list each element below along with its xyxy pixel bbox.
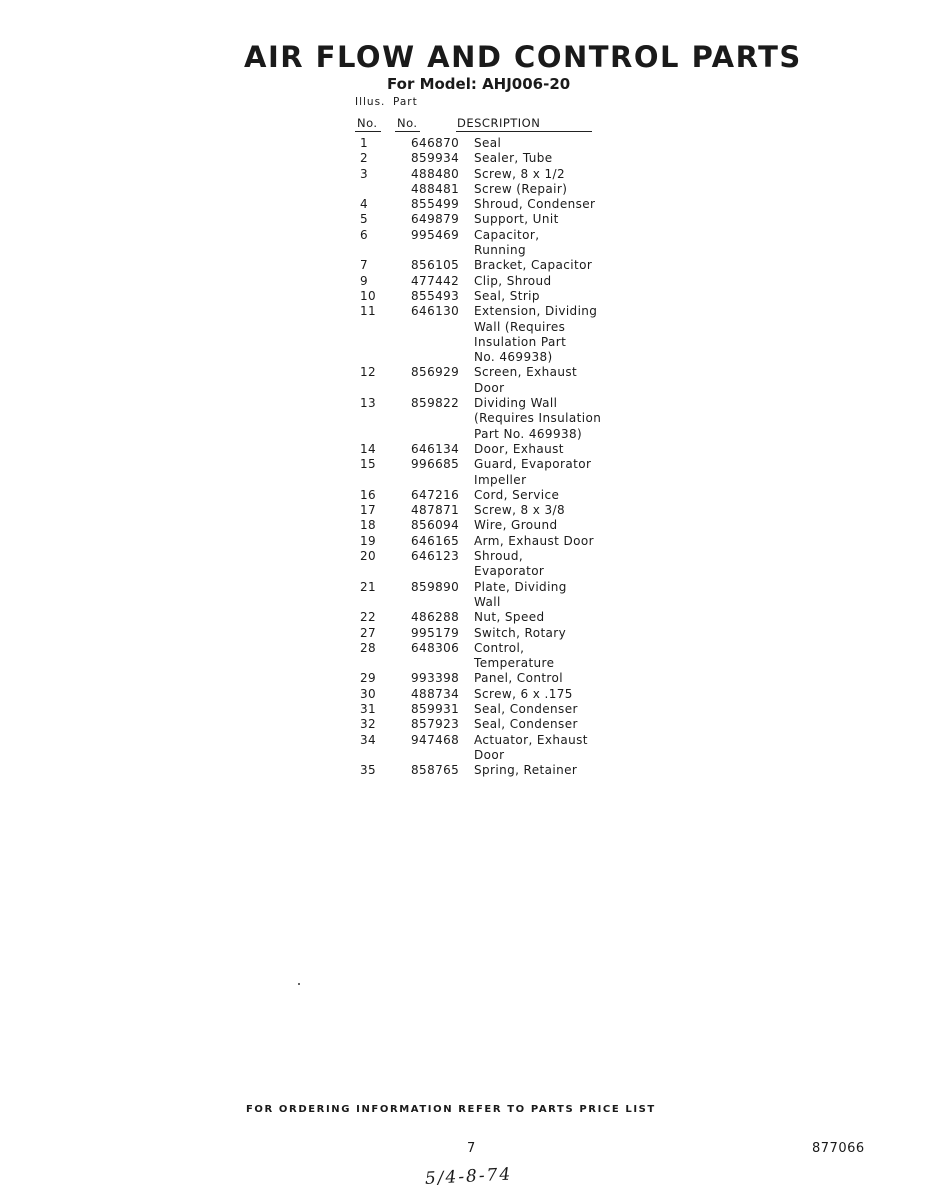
part-description: Dividing Wall (Requires Insulation Part No. 469938) xyxy=(474,396,602,441)
handwritten-date-note: 5/4-8-74 xyxy=(424,1164,513,1189)
part-number: 859822 xyxy=(411,396,460,411)
parts-row xyxy=(0,396,943,442)
part-description: Panel, Control xyxy=(474,671,563,686)
part-description: Screw, 8 x 3/8 xyxy=(474,503,565,518)
part-description: Capacitor, Running xyxy=(474,227,540,258)
part-number: 859890 xyxy=(411,579,460,594)
parts-row xyxy=(0,503,943,518)
part-number: 488734 xyxy=(411,686,460,701)
illus-number: 32 xyxy=(360,717,377,732)
part-number: 646870 xyxy=(411,136,460,150)
illus-number: 12 xyxy=(360,365,377,380)
illus-number: 1 xyxy=(360,136,369,150)
part-description: Seal, Condenser xyxy=(474,717,578,732)
parts-row xyxy=(0,763,943,778)
ordering-info-note: FOR ORDERING INFORMATION REFER TO PARTS PRICE LIST xyxy=(246,1104,656,1115)
part-description: Sealer, Tube xyxy=(474,151,553,166)
illus-header-rule xyxy=(355,131,381,132)
part-number: 857923 xyxy=(411,717,460,732)
illus-number: 31 xyxy=(360,701,377,716)
part-header-rule xyxy=(395,131,420,132)
part-number: 477442 xyxy=(411,273,460,288)
part-number: 648306 xyxy=(411,640,460,655)
part-number: 856929 xyxy=(411,365,460,380)
part-description: Cord, Service xyxy=(474,487,560,502)
illus-column-top-label: Illus. xyxy=(355,96,386,108)
illus-no-header: No. xyxy=(357,116,378,130)
part-description: Plate, Dividing Wall xyxy=(474,579,567,609)
part-number: 646165 xyxy=(411,533,460,548)
parts-row xyxy=(0,549,943,580)
parts-row xyxy=(0,365,943,396)
part-description: Spring, Retainer xyxy=(474,763,578,778)
parts-row xyxy=(0,702,943,717)
parts-row xyxy=(0,167,943,182)
parts-row xyxy=(0,228,943,259)
part-column-top-label: Part xyxy=(393,96,418,108)
illus-number: 13 xyxy=(360,396,377,411)
part-number: 996685 xyxy=(411,457,460,472)
part-number: 995469 xyxy=(411,227,460,242)
part-description: Clip, Shroud xyxy=(474,273,552,288)
illus-number: 7 xyxy=(360,258,369,273)
illus-number: 34 xyxy=(360,732,377,747)
part-description: Shroud, Condenser xyxy=(474,197,596,212)
parts-row xyxy=(0,289,943,304)
part-description: Shroud, Evaporator xyxy=(474,549,545,579)
model-subtitle: For Model: AHJ006-20 xyxy=(387,75,571,93)
part-description: Screen, Exhaust Door xyxy=(474,365,578,395)
parts-row xyxy=(0,717,943,732)
illus-number: 28 xyxy=(360,640,377,655)
parts-row xyxy=(0,671,943,686)
parts-row xyxy=(0,610,943,625)
part-number: 646123 xyxy=(411,549,460,564)
part-number: 855493 xyxy=(411,288,460,303)
part-number: 487871 xyxy=(411,503,460,518)
part-description: Control, Temperature xyxy=(474,640,555,671)
illus-number: 27 xyxy=(360,625,377,640)
illus-number: 15 xyxy=(360,457,377,472)
part-description: Screw, 8 x 1/2 xyxy=(474,166,565,181)
illus-number: 17 xyxy=(360,503,377,518)
parts-row xyxy=(0,274,943,289)
part-description: Seal xyxy=(474,136,502,150)
part-description: Bracket, Capacitor xyxy=(474,258,593,273)
part-description: Guard, Evaporator Impeller xyxy=(474,457,592,487)
part-number: 649879 xyxy=(411,212,460,227)
part-number: 859934 xyxy=(411,151,460,166)
illus-number: 29 xyxy=(360,671,377,686)
illus-number: 35 xyxy=(360,763,377,778)
part-number: 856105 xyxy=(411,258,460,273)
illus-number: 30 xyxy=(360,686,377,701)
part-description: Extension, Dividing Wall (Requires Insulation Part No. 469938) xyxy=(474,304,598,365)
parts-row xyxy=(0,442,943,457)
part-description: Screw (Repair) xyxy=(474,181,568,196)
illus-number: 3 xyxy=(360,166,369,181)
illus-number: 9 xyxy=(360,273,369,288)
page-title: AIR FLOW AND CONTROL PARTS xyxy=(244,40,802,74)
parts-row xyxy=(0,182,943,197)
part-description: Door, Exhaust xyxy=(474,441,564,456)
illus-number: 20 xyxy=(360,549,377,564)
part-number: 646130 xyxy=(411,304,460,319)
part-number: 488481 xyxy=(411,181,460,196)
part-number: 993398 xyxy=(411,671,460,686)
part-description: Actuator, Exhaust Door xyxy=(474,732,588,762)
scan-speck xyxy=(298,983,300,985)
parts-list xyxy=(0,136,943,778)
illus-number: 4 xyxy=(360,197,369,212)
illus-number: 19 xyxy=(360,533,377,548)
illus-number: 5 xyxy=(360,212,369,227)
parts-row xyxy=(0,197,943,212)
part-description: Arm, Exhaust Door xyxy=(474,533,594,548)
part-number: 856094 xyxy=(411,518,460,533)
part-number: 488480 xyxy=(411,166,460,181)
description-header-rule xyxy=(456,131,592,132)
part-number: 647216 xyxy=(411,487,460,502)
illus-number: 21 xyxy=(360,579,377,594)
document-number: 877066 xyxy=(812,1141,865,1156)
parts-row xyxy=(0,518,943,533)
parts-row xyxy=(0,304,943,365)
part-no-header: No. xyxy=(397,116,418,130)
part-description: Screw, 6 x .175 xyxy=(474,686,573,701)
parts-row xyxy=(0,534,943,549)
illus-number: 18 xyxy=(360,518,377,533)
part-description: Nut, Speed xyxy=(474,610,545,625)
description-header: DESCRIPTION xyxy=(457,116,541,130)
illus-number: 6 xyxy=(360,227,369,242)
illus-number: 10 xyxy=(360,288,377,303)
parts-row xyxy=(0,136,943,151)
part-number: 947468 xyxy=(411,732,460,747)
part-number: 855499 xyxy=(411,197,460,212)
page-number: 7 xyxy=(467,1141,476,1156)
part-description: Switch, Rotary xyxy=(474,625,567,640)
illus-number: 14 xyxy=(360,441,377,456)
part-number: 646134 xyxy=(411,441,460,456)
parts-row xyxy=(0,212,943,227)
parts-row xyxy=(0,258,943,273)
part-description: Seal, Condenser xyxy=(474,701,578,716)
illus-number: 16 xyxy=(360,487,377,502)
part-description: Seal, Strip xyxy=(474,288,540,303)
parts-row xyxy=(0,626,943,641)
parts-row xyxy=(0,733,943,764)
illus-number: 2 xyxy=(360,151,369,166)
part-number: 486288 xyxy=(411,610,460,625)
parts-row xyxy=(0,687,943,702)
part-number: 858765 xyxy=(411,763,460,778)
parts-row xyxy=(0,151,943,166)
part-description: Support, Unit xyxy=(474,212,559,227)
parts-row xyxy=(0,580,943,611)
illus-number: 11 xyxy=(360,304,377,319)
part-number: 859931 xyxy=(411,701,460,716)
part-number: 995179 xyxy=(411,625,460,640)
illus-number: 22 xyxy=(360,610,377,625)
parts-row xyxy=(0,457,943,488)
part-description: Wire, Ground xyxy=(474,518,558,533)
parts-row xyxy=(0,488,943,503)
parts-row xyxy=(0,641,943,672)
